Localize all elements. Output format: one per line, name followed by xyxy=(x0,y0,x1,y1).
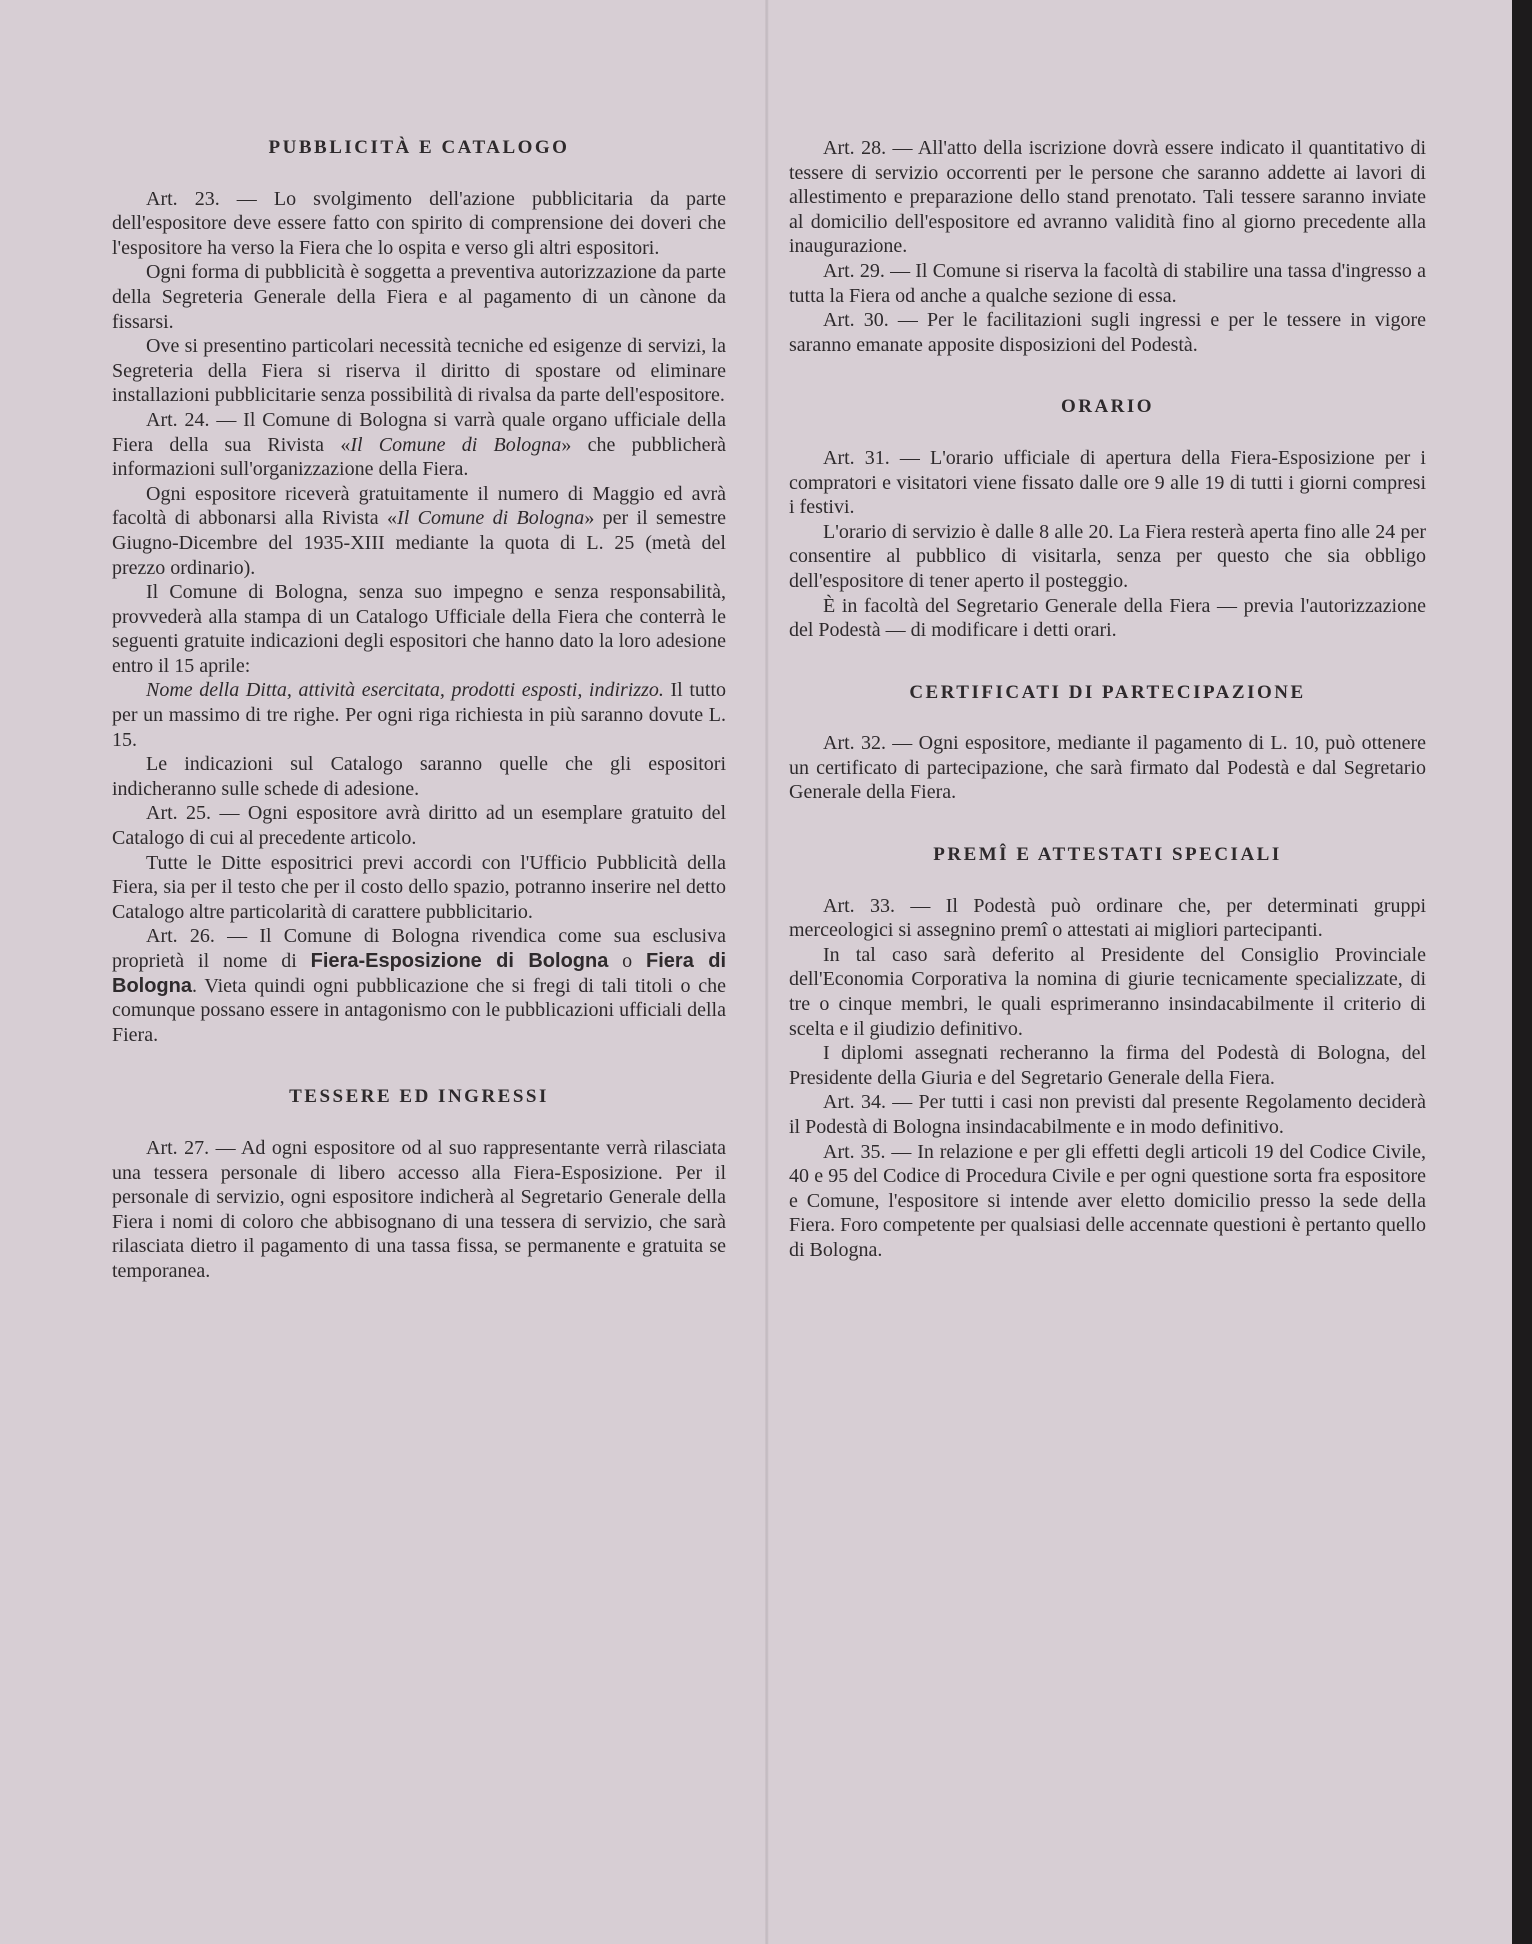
right-column xyxy=(789,136,1426,1263)
art26-text-a: Art. 26. — Il Comune di Bologna rivendica come sua esclusiva proprietà il nome di xyxy=(112,925,726,972)
art34-paragraph: Art. 34. — Per tutti i casi non previsti dal presente Regolamento deciderà il Podestà di Bologna insindacabilmente e in modo definitivo. xyxy=(789,1091,1426,1138)
art33-paragraph-2: In tal caso sarà deferito al Presidente del Consiglio Provinciale dell'Economia Corporativa la nomina di giurie tecnicamente specializzate, di tre o cinque membri, le quali esprimeranno insindacabilmente il criterio di scelta e il giudizio definitivo. xyxy=(789,943,1426,1040)
art23-paragraph-3: Ove si presentino particolari necessità tecniche ed esigenze di servizi, la Segreteria della Fiera si riserva il diritto di spostare od eliminare installazioni pubblicitarie senza possibilità di rivalsa da parte dell'espositore. xyxy=(112,335,726,407)
art31-paragraph-3: È in facoltà del Segretario Generale della Fiera — previa l'autorizzazione del Podestà — di modificare i detti orari. xyxy=(789,594,1426,642)
heading-premi-attestati: PREMÎ E ATTESTATI SPECIALI xyxy=(933,844,1282,866)
art24-paragraph-2 xyxy=(112,482,726,580)
art26-name-fiera-esposizione: Fiera-Esposizione di Bologna xyxy=(310,950,609,972)
art29-paragraph: Art. 29. — Il Comune si riserva la facoltà di stabilire una tassa d'ingresso a tutta la Fiera od anche a qualche sezione di essa. xyxy=(789,259,1426,307)
art26-text-b: . Vieta quindi ogni pubblicazione che si fregi di tali titoli o che comunque possano essere in antagonismo con le pubblicazioni ufficiali della Fiera. xyxy=(112,974,726,1046)
art23-paragraph-1: Art. 23. — Lo svolgimento dell'azione pubblicitaria da parte dell'espositore deve essere fatto con spirito di comprensione dei doveri che l'espositore ha verso la Fiera che lo ospita e verso gli altri espositori. xyxy=(112,187,726,259)
art26-or: o xyxy=(608,950,647,972)
art25-paragraph-1: Art. 25. — Ogni espositore avrà diritto ad un esemplare gratuito del Catalogo di cui al precedente articolo. xyxy=(112,802,726,850)
heading-certificati: CERTIFICATI DI PARTECIPAZIONE xyxy=(909,681,1306,703)
art24-p2-text-b: » per il semestre Giugno-Dicembre del 1935-XIII mediante la quota di L. 25 (metà del prezzo ordinario). xyxy=(112,507,726,579)
art32-paragraph: Art. 32. — Ogni espositore, mediante il pagamento di L. 10, può ottenere un certificato di partecipazione, che sarà firmato dal Podestà e dal Segretario Generale della Fiera. xyxy=(789,732,1426,804)
art35-paragraph: Art. 35. — In relazione e per gli effetti degli articoli 19 del Codice Civile, 40 e 95 del Codice di Procedura Civile e per ogni questione sorta fra espositore e Comune, l'espositore si intende aver eletto domicilio presso la sede della Fiera. Foro competente per qualsiasi delle accennate questioni è pertanto quello di Bologna. xyxy=(789,1140,1426,1261)
art24-p2-rivista-title: Il Comune di Bologna xyxy=(397,507,585,530)
art24-paragraph-4 xyxy=(112,678,726,752)
page-fold xyxy=(765,0,769,1944)
art24-p2-text-a: Ogni espositore riceverà gratuitamente il numero di Maggio ed avrà facoltà di abbonarsi alla Rivista « xyxy=(112,482,726,530)
art33-paragraph-3: I diplomi assegnati recheranno la firma del Podestà di Bologna, del Presidente della Giuria e del Segretario Generale della Fiera. xyxy=(789,1042,1426,1089)
page-edge xyxy=(1512,0,1532,1944)
art24-catalog-fields: Nome della Ditta, attività esercitata, prodotti esposti, indirizzo. xyxy=(146,679,664,702)
art31-paragraph-2: L'orario di servizio è dalle 8 alle 20. La Fiera resterà aperta fino alle 24 per consentire al pubblico di visitarla, senza per questo che sia obbligo dell'espositore di tener aperto il posteggio. xyxy=(789,520,1426,592)
art24-text-a: Art. 24. — Il Comune di Bologna si varrà quale organo ufficiale della Fiera della sua Rivista « xyxy=(112,408,726,456)
art24-paragraph-1 xyxy=(112,408,726,482)
heading-orario: ORARIO xyxy=(1060,396,1155,418)
art24-paragraph-3: Il Comune di Bologna, senza suo impegno e senza responsabilità, provvederà alla stampa di un Catalogo Ufficiale della Fiera che conterrà le seguenti gratuite indicazioni degli espositori che hanno dato la loro adesione entro il 15 aprile: xyxy=(112,581,726,677)
art27-paragraph: Art. 27. — Ad ogni espositore od al suo rappresentante verrà rilasciata una tessera personale di libero accesso alla Fiera-Esposizione. Per il personale di servizio, ogni espositore indicherà al Segretario Generale della Fiera i nomi di coloro che abbisognano di una tessera di servizio, che sarà rilasciata dietro il pagamento di una tassa fissa, se permanente e gratuita se temporanea. xyxy=(112,1136,726,1282)
art26-paragraph xyxy=(112,924,726,1047)
art24-p4-rest: Il tutto per un massimo di tre righe. Per ogni riga richiesta in più saranno dovute L. 15. xyxy=(112,679,726,751)
art25-paragraph-2: Tutte le Ditte espositrici previ accordi con l'Ufficio Pubblicità della Fiera, sia per il testo che per il costo dello spazio, potranno inserire nel detto Catalogo altre particolarità di carattere pubblicitario. xyxy=(112,851,726,923)
art24-paragraph-5: Le indicazioni sul Catalogo saranno quelle che gli espositori indicheranno sulle schede di adesione. xyxy=(112,753,726,800)
art24-text-b: » che pubblicherà informazioni sull'organizzazione della Fiera. xyxy=(112,433,726,481)
heading-pubblicita-catalogo: PUBBLICITÀ E CATALOGO xyxy=(268,137,570,158)
art30-paragraph: Art. 30. — Per le facilitazioni sugli ingressi e per le tessere in vigore saranno emanate apposite disposizioni del Podestà. xyxy=(789,309,1426,356)
art26-name-fiera: Fiera di Bologna xyxy=(112,950,727,997)
art23-paragraph-2: Ogni forma di pubblicità è soggetta a preventiva autorizzazione da parte della Segreteria Generale della Fiera e al pagamento di un cànone da fissarsi. xyxy=(112,261,726,333)
art33-paragraph-1: Art. 33. — Il Podestà può ordinare che, per determinati gruppi merceologici si assegnino premî o attestati ai migliori partecipanti. xyxy=(789,894,1426,942)
art24-rivista-title: Il Comune di Bologna xyxy=(350,433,562,456)
heading-tessere-ingressi: TESSERE ED INGRESSI xyxy=(289,1086,549,1108)
art28-paragraph: Art. 28. — All'atto della iscrizione dovrà essere indicato il quantitativo di tessere di servizio occorrenti per le persone che saranno addette ai lavori di allestimento e preparazione dello stand prenotato. Tali tessere saranno inviate al domicilio dell'espositore ed avranno validità fino al giorno precedente alla inaugurazione. xyxy=(789,137,1426,258)
art31-paragraph-1: Art. 31. — L'orario ufficiale di apertura della Fiera-Esposizione per i compratori e visitatori viene fissato dalle ore 9 alle 19 di tutti i giorni compresi i festivi. xyxy=(789,446,1426,519)
left-column xyxy=(112,136,726,1284)
